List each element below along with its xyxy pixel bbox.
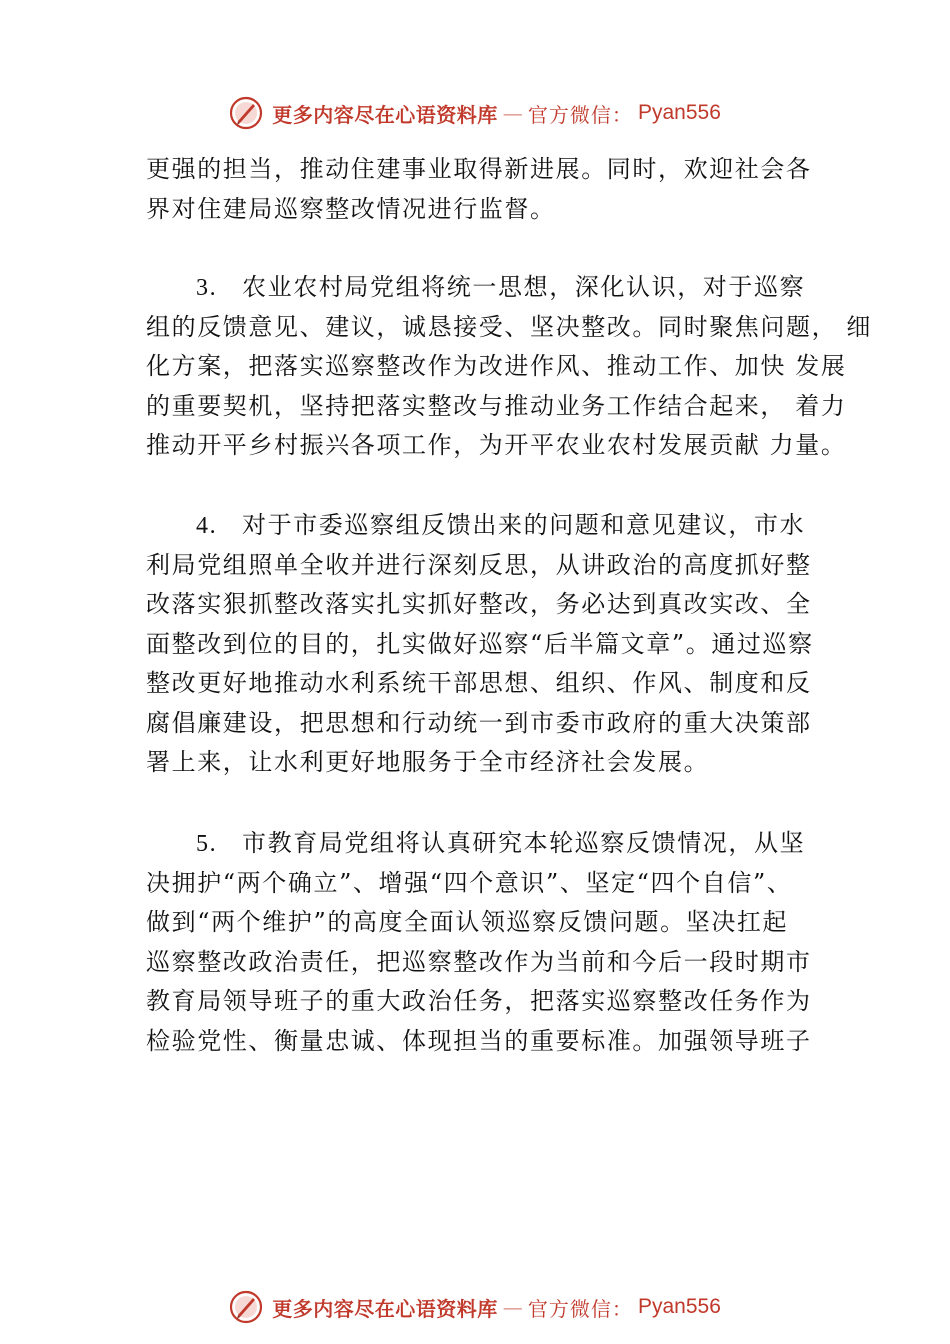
paragraph-3 <box>146 268 873 466</box>
text-line: 推动开平乡村振兴各项工作，为开平农业农村发展贡献 力量。 <box>146 431 847 459</box>
text-line: 整改更好地推动水利系统干部思想、组织、作风、制度和反 <box>146 669 812 697</box>
paragraph-number: 3. <box>196 275 218 301</box>
paragraph-continuation <box>146 150 846 229</box>
paragraph-number: 5. <box>196 831 218 857</box>
text-line: 检验党性、衡量忠诚、体现担当的重要标准。加强领导班子 <box>146 1026 812 1055</box>
text-line: 面整改到位的目的，扎实做好巡察“后半篇文章”。通过巡察 <box>146 629 814 658</box>
text-line: 农业农村局党组将统一思想，深化认识，对于巡察 <box>242 273 806 301</box>
text-line: 市教育局党组将认真研究本轮巡察反馈情况，从坚 <box>242 829 806 857</box>
watermark-banner-bottom <box>0 1290 950 1330</box>
text-line: 改落实狠抓整改落实扎实抓好整改，务必达到真改实改、全 <box>146 590 812 618</box>
quill-seal-icon <box>229 1290 263 1324</box>
paragraph-5 <box>146 824 846 1061</box>
text-line: 的重要契机，坚持把落实整改与推动业务工作结合起来， 着力 <box>146 391 847 420</box>
paragraph-4 <box>146 506 846 783</box>
text-line-first <box>146 824 846 864</box>
watermark-title: 更多内容尽在心语资料库 <box>272 1296 498 1321</box>
watermark-separator: — <box>502 101 523 125</box>
watermark-wechat-id: Pyan556 <box>637 1295 721 1318</box>
text-line-first <box>146 268 846 308</box>
text-line: 利局党组照单全收并进行深刻反思，从讲政治的高度抓好整 <box>146 550 812 579</box>
text-line-first <box>146 506 846 546</box>
text-line: 教育局领导班子的重大政治任务，把落实巡察整改任务作为 <box>146 987 812 1015</box>
text-line: 界对住建局巡察整改情况进行监督。 <box>146 194 556 223</box>
text-line: 组的反馈意见、建议，诚恳接受、坚决整改。同时聚焦问题， 细 <box>146 312 873 341</box>
watermark-subtitle: 官方微信： <box>527 1296 633 1321</box>
text-line: 做到“两个维护”的高度全面认领巡察反馈问题。坚决扛起 <box>146 908 789 936</box>
text-line: 化方案，把落实巡察整改作为改进作风、推动工作、加快 发展 <box>146 352 847 380</box>
quill-seal-icon <box>229 96 263 130</box>
text-line: 腐倡廉建设，把思想和行动统一到市委市政府的重大决策部 <box>146 708 812 737</box>
watermark-banner-top <box>0 96 950 136</box>
text-line: 对于市委巡察组反馈出来的问题和意见建议，市水 <box>242 511 806 539</box>
watermark-title: 更多内容尽在心语资料库 <box>272 102 498 127</box>
watermark-separator: — <box>502 1295 523 1319</box>
watermark-wechat-id: Pyan556 <box>637 101 721 124</box>
text-line: 更强的担当，推动住建事业取得新进展。同时，欢迎社会各 <box>146 155 812 183</box>
text-line: 署上来，让水利更好地服务于全市经济社会发展。 <box>146 748 710 776</box>
text-line: 巡察整改政治责任，把巡察整改作为当前和今后一段时期市 <box>146 947 812 976</box>
watermark-subtitle: 官方微信： <box>527 102 633 127</box>
paragraph-number: 4. <box>196 513 218 539</box>
text-line: 决拥护“两个确立”、增强“四个意识”、坚定“四个自信”、 <box>146 868 793 897</box>
